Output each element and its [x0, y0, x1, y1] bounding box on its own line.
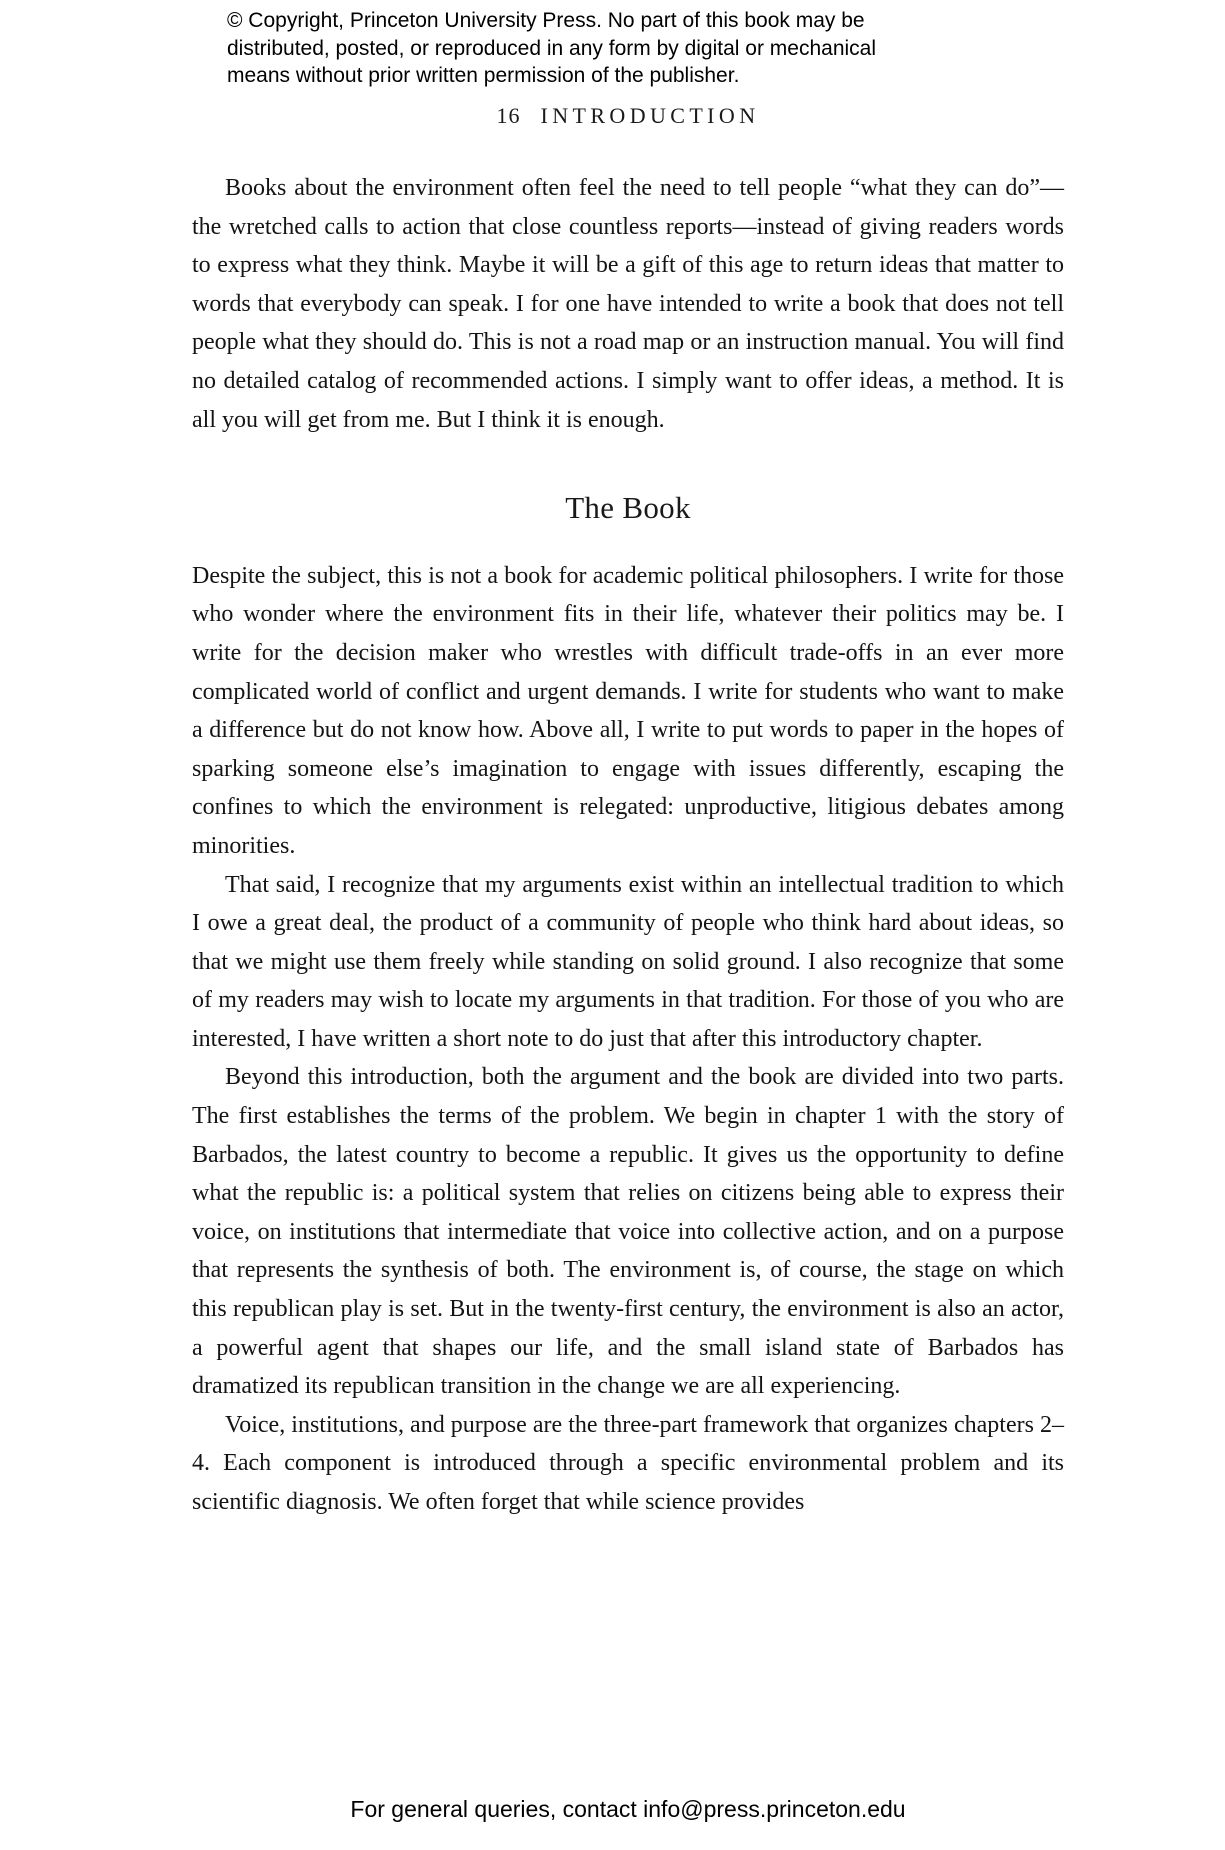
- page-number: 16: [496, 103, 521, 128]
- paragraph: That said, I recognize that my arguments exist within an intellectual tradition to which I owe a great deal, the product of a community of people who think hard about ideas, so that we might use them freely while standing on solid ground. I also recognize that some of my readers may wish to locate my arguments in that tradition. For those of you who are interested, I have written a short note to do just that after this introductory chapter.: [192, 871, 1064, 1052]
- paragraph: Beyond this introduction, both the argument and the book are divided into two parts. The first establishes the terms of the problem. We begin in chapter 1 with the story of Barbados, the latest country to become a republic. It gives us the opportunity to define what the republic is: a political system that relies on citizens being able to express their voice, on institutions that intermediate that voice into collective action, and on a purpose that represents the synthesis of both. The environment is, of course, the stage on which this republican play is set. But in the twenty-first century, the environment is also an actor, a powerful agent that shapes our life, and the small island state of Barbados has dramatized its republican transition in the change we are all experiencing.: [192, 1064, 1064, 1400]
- running-head: [192, 103, 1064, 129]
- copyright-line: distributed, posted, or reproduced in any form by digital or mechanical: [227, 36, 877, 60]
- copyright-line: © Copyright, Princeton University Press. No part of this book may be: [227, 9, 865, 32]
- paragraph: Books about the environment often feel the need to tell people “what they can do”—the wretched calls to action that close countless reports—instead of giving readers words to express what they think. Maybe it will be a gift of this age to return ideas that matter to words that everybody can speak. I for one have intended to write a book that does not tell people what they should do. This is not a road map or an instruction manual. You will find no detailed catalog of recommended actions. I simply want to offer ideas, a method. It is all you will get from me. But I think it is enough.: [192, 175, 1064, 433]
- copyright-notice: [227, 7, 967, 90]
- page-body: [192, 169, 1064, 1522]
- paragraph: Despite the subject, this is not a book for academic political philosophers. I write for those who wonder where the environment fits in their life, whatever their politics may be. I write for the decision maker who wrestles with difficult trade-offs in an ever more complicated world of conflict and urgent demands. I write for students who want to make a difference but do not know how. Above all, I write to put words to paper in the hopes of sparking someone else’s imagination to engage with issues differently, escaping the confines to which the environment is relegated: unproductive, litigious debates among minorities.: [192, 562, 1064, 859]
- running-head-title: INTRODUCTION: [540, 103, 760, 128]
- section-heading: The Book: [565, 490, 691, 526]
- copyright-line: means without prior written permission of the publisher.: [227, 64, 740, 87]
- page-footer: For general queries, contact info@press.princeton.edu: [350, 1796, 906, 1822]
- paragraph: Voice, institutions, and purpose are the three-part framework that organizes chapters 2–4. Each component is introduced through a specific environmental problem and its scientific diagnosis. We often forget that while science provides: [192, 1411, 1064, 1515]
